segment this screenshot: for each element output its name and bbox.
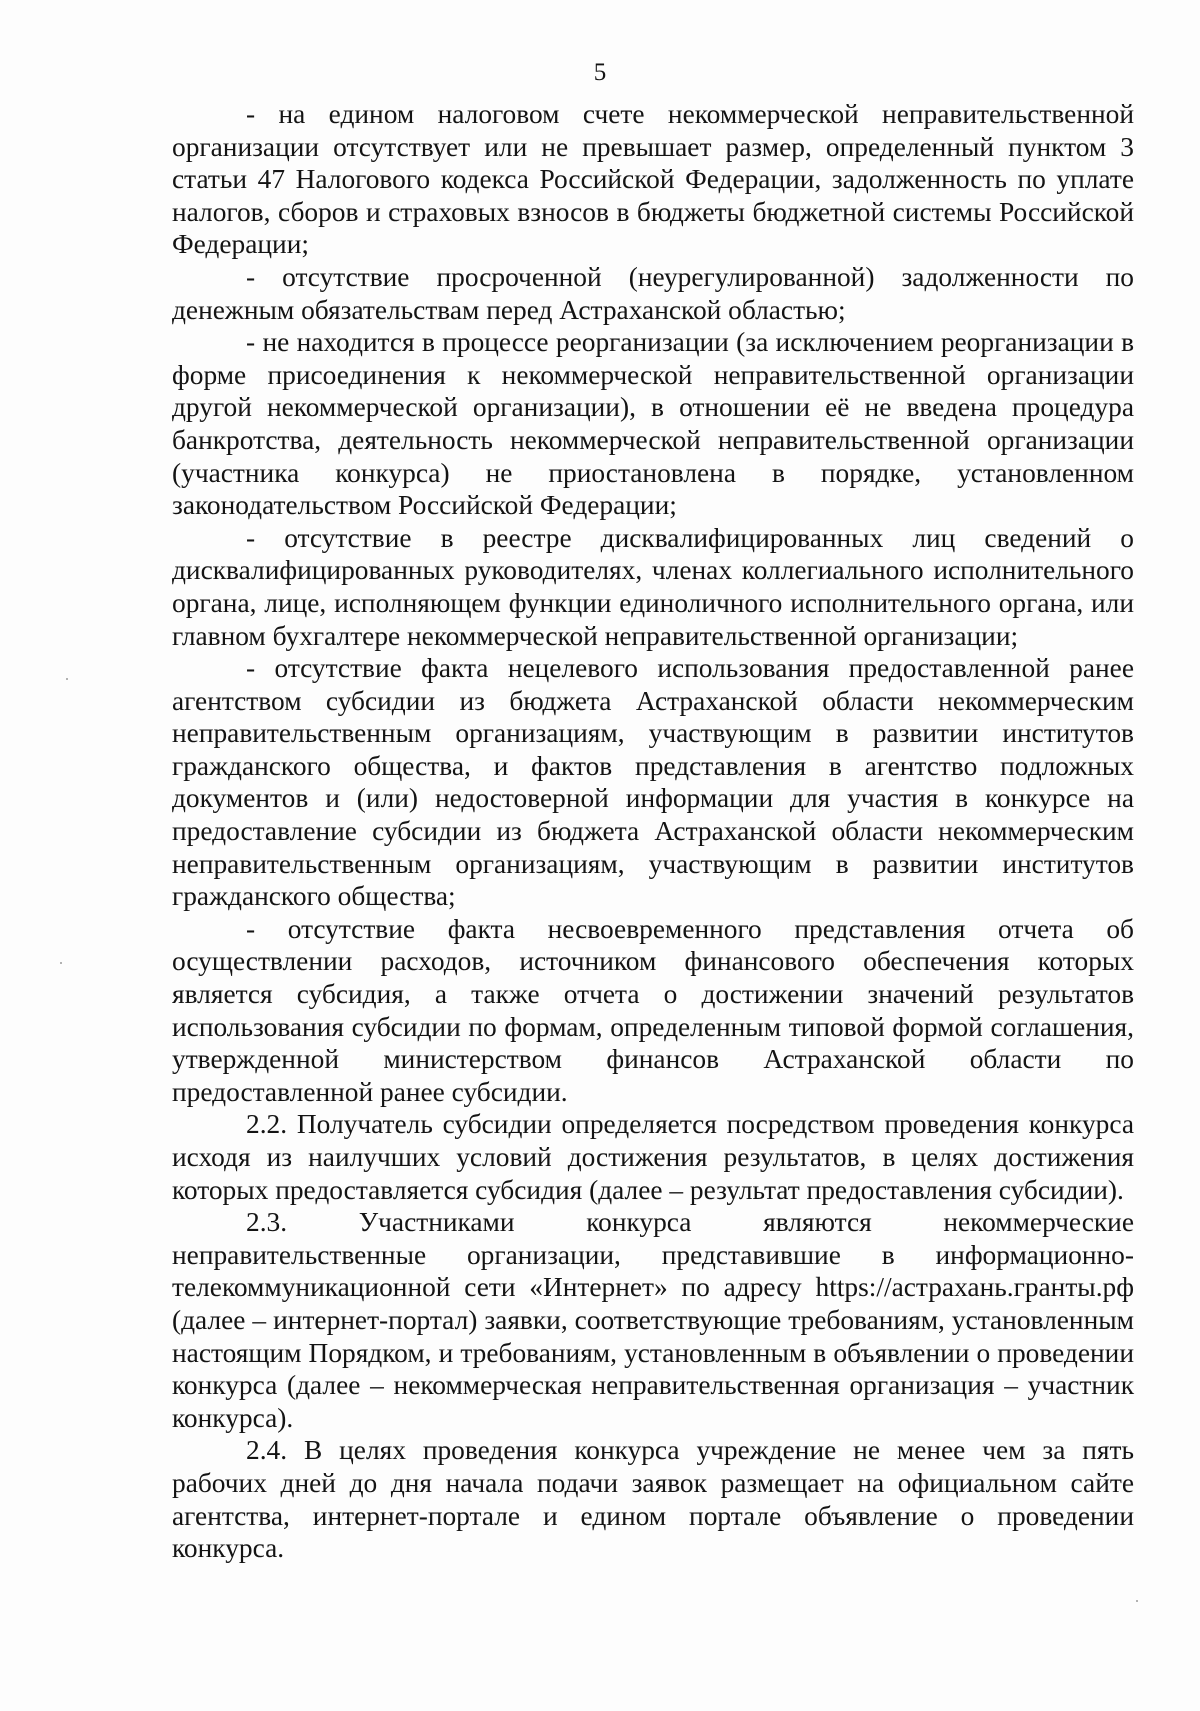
paragraph-tax-debt: - на едином налоговом счете некоммерческой неправительственной организации отсутствует или не превышает размер, определенный пунктом 3 статьи 47 Налогового кодекса Российской Федерации, задолженность по уплате налогов, сборов и страховых взносов в бюджеты бюджетной системы Российской Федерации; (172, 99, 1134, 260)
scan-speck (60, 962, 62, 964)
scan-speck (66, 678, 68, 680)
paragraph-late-reporting: - отсутствие факта несвоевременного представления отчета об осуществлении расходов, источником финансового обеспечения которых является субсидия, а также отчета о достижении значений результатов использования субсидии по формам, определенным типовой формой соглашения, утвержденной министерством финансов Астраханской области по предоставленной ранее субсидии. (172, 913, 1134, 1107)
paragraph-misuse-of-subsidy: - отсутствие факта нецелевого использования предоставленной ранее агентством субсидии из бюджета Астраханской области некоммерческим неправительственным организациям, участвующим в развитии институтов гражданского общества, и фактов представления в агентство подложных документов и (или) недостоверной информации для участия в конкурсе на предоставление субсидии из бюджета Астраханской области некоммерческим неправительственным организациям, участвующим в развитии институтов гражданского общества; (172, 653, 1134, 912)
scan-speck (1136, 1600, 1138, 1602)
paragraph-reorganization: - не находится в процессе реорганизации (за исключением реорганизации в форме присоединения к некоммерческой неправительственной организации другой некоммерческой организации), в отношении её не введена процедура банкротства, деятельность некоммерческой неправительственной организации (участника конкурса) не приостановлена в порядке, установленном законодательством Российской Федерации; (172, 327, 1134, 521)
document-body (172, 98, 1134, 1565)
paragraph-2-2: 2.2. Получатель субсидии определяется посредством проведения конкурса исходя из наилучших условий достижения результатов, в целях достижения которых предоставляется субсидия (далее – результат предоставления субсидии). (172, 1109, 1134, 1205)
paragraph-disqualified-persons: - отсутствие в реестре дисквалифицированных лиц сведений о дисквалифицированных руководителях, членах коллегиального исполнительного органа, лице, исполняющем функции единоличного исполнительного органа, или главном бухгалтере некоммерческой неправительственной организации; (172, 522, 1134, 651)
paragraph-overdue-debt: - отсутствие просроченной (неурегулированной) задолженности по денежным обязательствам перед Астраханской областью; (172, 261, 1134, 325)
paragraph-2-3: 2.3. Участниками конкурса являются некоммерческие неправительственные организации, представившие в информационно-телекоммуникационной сети «Интернет» по адресу https://астрахань.гранты.рф (далее – интернет-портал) заявки, соответствующие требованиям, установленным настоящим Порядком, и требованиям, установленным в объявлении о проведении конкурса (далее – некоммерческая неправительственная организация – участник конкурса). (172, 1207, 1134, 1433)
paragraph-2-4: 2.4. В целях проведения конкурса учреждение не менее чем за пять рабочих дней до дня начала подачи заявок размещает на официальном сайте агентства, интернет-портале и едином портале объявление о проведении конкурса. (172, 1435, 1134, 1564)
page-number: 5 (593, 59, 607, 86)
